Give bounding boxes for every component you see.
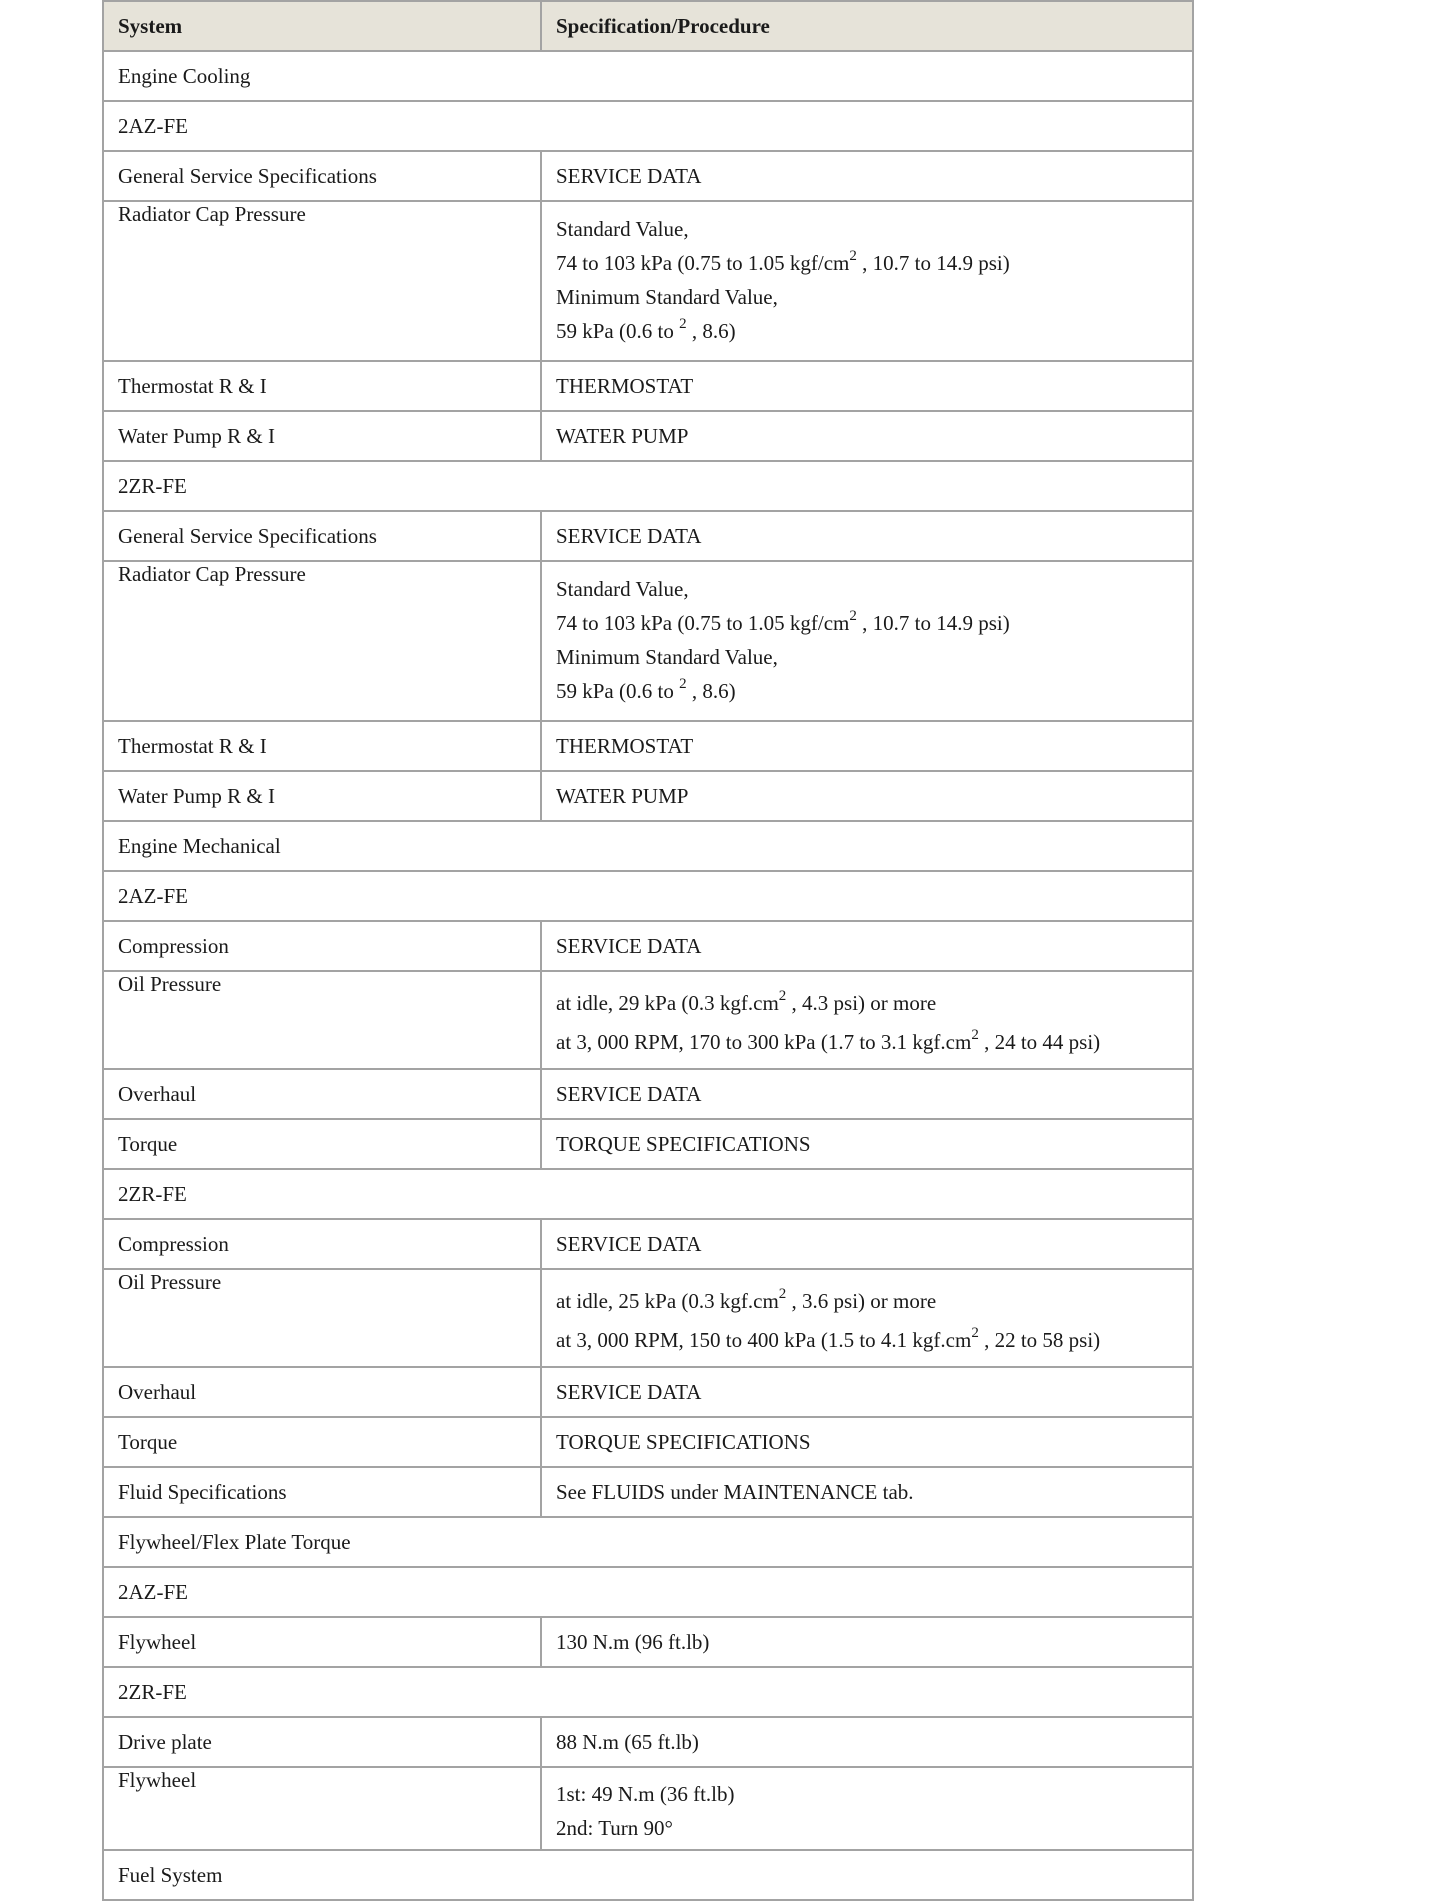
item-value: SERVICE DATA xyxy=(541,921,1193,971)
table-row xyxy=(103,201,1193,361)
section-row-flywheel-torque xyxy=(103,1517,1193,1567)
table-row xyxy=(103,411,1193,461)
engine-title: 2AZ-FE xyxy=(103,101,1193,151)
item-value xyxy=(541,561,1193,721)
item-name: Overhaul xyxy=(103,1367,541,1417)
table-row xyxy=(103,1269,1193,1367)
item-name: Torque xyxy=(103,1417,541,1467)
value-line: 2nd: Turn 90° xyxy=(556,1816,673,1840)
value-line xyxy=(556,674,1178,708)
table-row xyxy=(103,361,1193,411)
section-title: Engine Cooling xyxy=(103,51,1193,101)
value-line xyxy=(556,1023,1178,1062)
value-text: at idle, 25 kPa (0.3 kgf.cm xyxy=(556,1289,779,1313)
item-name: Oil Pressure xyxy=(103,1269,541,1367)
item-value: SERVICE DATA xyxy=(541,1069,1193,1119)
value-line: Standard Value, xyxy=(556,577,689,601)
item-value: SERVICE DATA xyxy=(541,1367,1193,1417)
value-line: 1st: 49 N.m (36 ft.lb) xyxy=(556,1782,735,1806)
item-value: TORQUE SPECIFICATIONS xyxy=(541,1417,1193,1467)
item-name: General Service Specifications xyxy=(103,511,541,561)
engine-title: 2AZ-FE xyxy=(103,871,1193,921)
item-name: Torque xyxy=(103,1119,541,1169)
header-specification: Specification/Procedure xyxy=(541,1,1193,51)
table-row xyxy=(103,1717,1193,1767)
value-text: 59 kPa (0.6 to xyxy=(556,319,680,343)
value-text: , 8.6) xyxy=(686,679,736,703)
section-title: Engine Mechanical xyxy=(103,821,1193,871)
item-value: SERVICE DATA xyxy=(541,511,1193,561)
item-name: Radiator Cap Pressure xyxy=(103,201,541,361)
table-row xyxy=(103,561,1193,721)
engine-title: 2AZ-FE xyxy=(103,1567,1193,1617)
table-row xyxy=(103,1069,1193,1119)
item-name: Drive plate xyxy=(103,1717,541,1767)
value-text: at 3, 000 RPM, 170 to 300 kPa (1.7 to 3.1 kgf.cm xyxy=(556,1030,972,1054)
table-row xyxy=(103,1617,1193,1667)
superscript: 2 xyxy=(971,1325,979,1341)
item-value: SERVICE DATA xyxy=(541,151,1193,201)
table-row xyxy=(103,771,1193,821)
engine-title: 2ZR-FE xyxy=(103,1667,1193,1717)
section-title: Fluid Specifications xyxy=(103,1467,541,1517)
table-row xyxy=(103,971,1193,1069)
header-system: System xyxy=(103,1,541,51)
item-name: General Service Specifications xyxy=(103,151,541,201)
value-line xyxy=(556,314,1178,348)
engine-row-2zr-fe xyxy=(103,1667,1193,1717)
item-value: SERVICE DATA xyxy=(541,1219,1193,1269)
item-name: Flywheel xyxy=(103,1767,541,1850)
value-text: , 24 to 44 psi) xyxy=(978,1030,1101,1054)
superscript: 2 xyxy=(679,316,687,332)
item-name: Thermostat R & I xyxy=(103,721,541,771)
item-value: THERMOSTAT xyxy=(541,361,1193,411)
item-name: Compression xyxy=(103,921,541,971)
value-text: , 8.6) xyxy=(686,319,736,343)
item-value: 130 N.m (96 ft.lb) xyxy=(541,1617,1193,1667)
item-name: Thermostat R & I xyxy=(103,361,541,411)
value-line: Minimum Standard Value, xyxy=(556,285,778,309)
value-text: , 3.6 psi) or more xyxy=(786,1289,937,1313)
table-row xyxy=(103,1417,1193,1467)
table-row xyxy=(103,721,1193,771)
value-text: at 3, 000 RPM, 150 to 400 kPa (1.5 to 4.1 kgf.cm xyxy=(556,1328,972,1352)
value-line: Standard Value, xyxy=(556,217,689,241)
item-value xyxy=(541,971,1193,1069)
table-row xyxy=(103,1119,1193,1169)
engine-row-2az-fe xyxy=(103,1567,1193,1617)
item-name: Radiator Cap Pressure xyxy=(103,561,541,721)
engine-title: 2ZR-FE xyxy=(103,461,1193,511)
table-row xyxy=(103,151,1193,201)
item-value: WATER PUMP xyxy=(541,411,1193,461)
item-name: Overhaul xyxy=(103,1069,541,1119)
superscript: 2 xyxy=(849,608,857,624)
value-text: , 4.3 psi) or more xyxy=(786,991,937,1015)
value-line xyxy=(556,246,1178,280)
item-value: See FLUIDS under MAINTENANCE tab. xyxy=(541,1467,1193,1517)
value-text: 74 to 103 kPa (0.75 to 1.05 kgf/cm xyxy=(556,611,850,635)
engine-row-2zr-fe xyxy=(103,1169,1193,1219)
section-row-fuel-system xyxy=(103,1850,1193,1900)
value-line: Minimum Standard Value, xyxy=(556,645,778,669)
engine-row-2az-fe xyxy=(103,871,1193,921)
item-value: 88 N.m (65 ft.lb) xyxy=(541,1717,1193,1767)
value-text: 59 kPa (0.6 to xyxy=(556,679,680,703)
superscript: 2 xyxy=(971,1027,979,1043)
engine-title: 2ZR-FE xyxy=(103,1169,1193,1219)
value-line xyxy=(556,1321,1178,1360)
item-name: Oil Pressure xyxy=(103,971,541,1069)
value-line xyxy=(556,606,1178,640)
section-row-fluid-specifications xyxy=(103,1467,1193,1517)
value-text: 74 to 103 kPa (0.75 to 1.05 kgf/cm xyxy=(556,251,850,275)
table-header-row xyxy=(103,1,1193,51)
item-value: TORQUE SPECIFICATIONS xyxy=(541,1119,1193,1169)
table-row xyxy=(103,511,1193,561)
value-text: , 10.7 to 14.9 psi) xyxy=(856,251,1010,275)
item-name: Flywheel xyxy=(103,1617,541,1667)
engine-row-2az-fe xyxy=(103,101,1193,151)
superscript: 2 xyxy=(849,248,857,264)
superscript: 2 xyxy=(778,1286,787,1302)
item-value xyxy=(541,201,1193,361)
table-row xyxy=(103,1767,1193,1850)
superscript: 2 xyxy=(679,676,687,692)
value-line xyxy=(556,1282,1178,1321)
value-text: , 22 to 58 psi) xyxy=(978,1328,1101,1352)
engine-row-2zr-fe xyxy=(103,461,1193,511)
section-title: Flywheel/Flex Plate Torque xyxy=(103,1517,1193,1567)
superscript: 2 xyxy=(778,988,787,1004)
value-text: at idle, 29 kPa (0.3 kgf.cm xyxy=(556,991,779,1015)
item-value xyxy=(541,1269,1193,1367)
item-value: WATER PUMP xyxy=(541,771,1193,821)
specifications-table xyxy=(102,0,1194,1901)
section-row-engine-mechanical xyxy=(103,821,1193,871)
value-line xyxy=(556,984,1178,1023)
item-value: THERMOSTAT xyxy=(541,721,1193,771)
section-title: Fuel System xyxy=(103,1850,1193,1900)
table-row xyxy=(103,1367,1193,1417)
item-name: Water Pump R & I xyxy=(103,411,541,461)
item-name: Compression xyxy=(103,1219,541,1269)
table-row xyxy=(103,921,1193,971)
item-name: Water Pump R & I xyxy=(103,771,541,821)
table-row xyxy=(103,1219,1193,1269)
value-text: , 10.7 to 14.9 psi) xyxy=(856,611,1010,635)
item-value xyxy=(541,1767,1193,1850)
section-row-engine-cooling xyxy=(103,51,1193,101)
